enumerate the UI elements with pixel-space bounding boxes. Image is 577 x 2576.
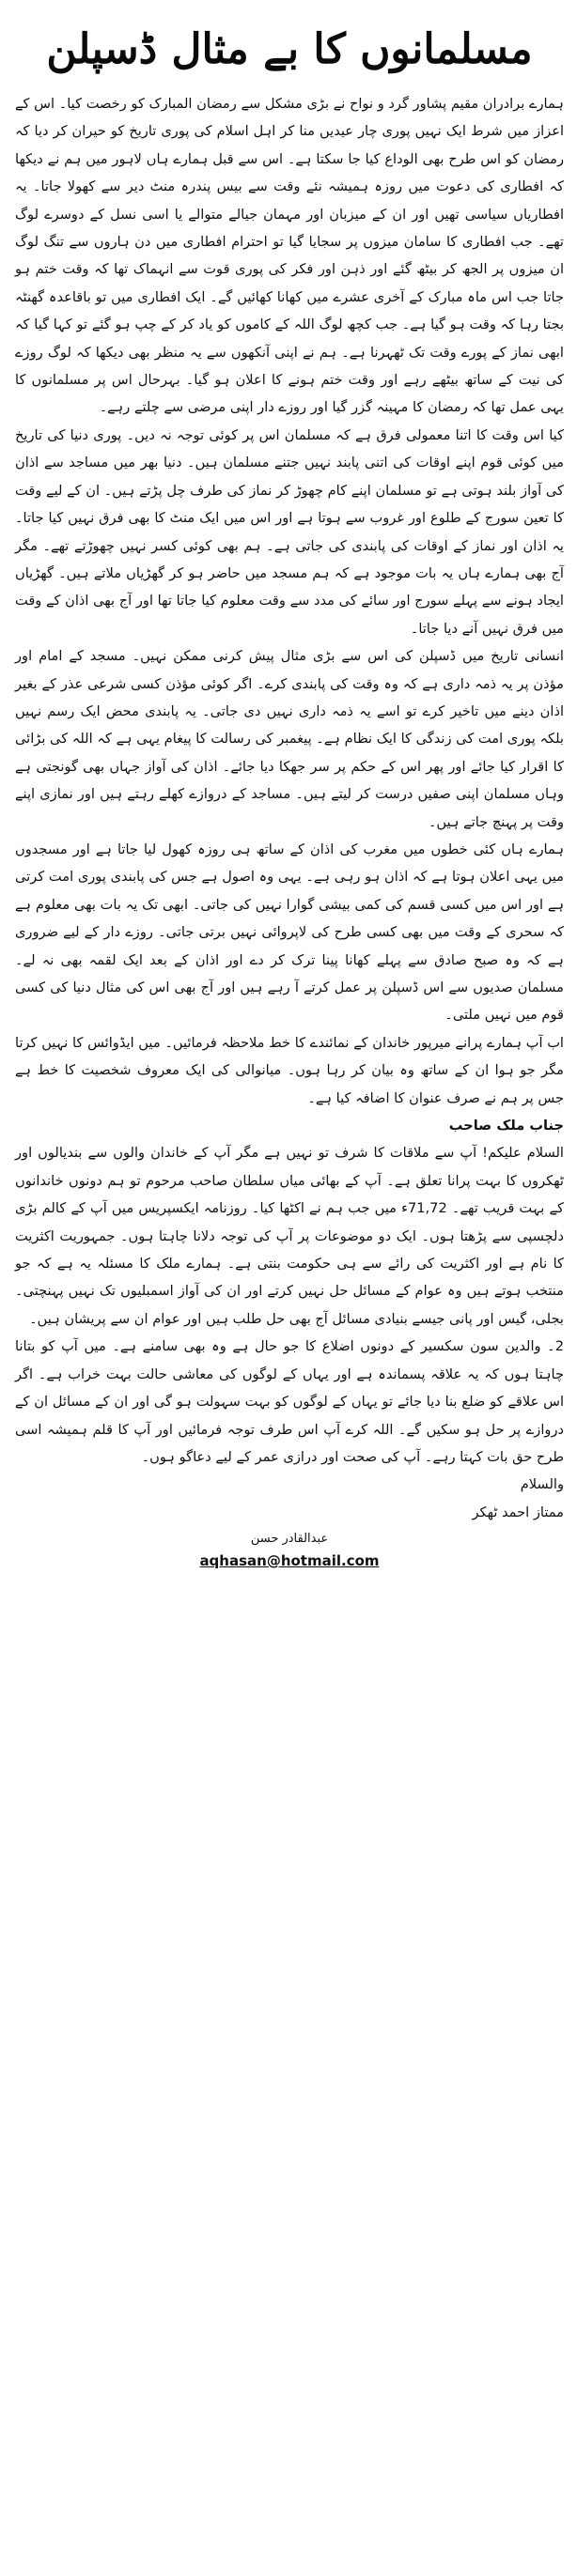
paragraph-2: کیا اس وقت کا اتنا معمولی فرق ہے کہ مسلمان اس پر کوئی توجہ نہ دیں۔ پوری دنیا کی تاریخ میں کوئی قوم اپنے اوقات کی اتنی پابند نہیں جتنے مسلمان ہیں۔ دنیا بھر میں مساجد سے اذان کی آواز بلند ہوتی ہے تو مسلمان اپنے کام چھوڑ کر نماز کی طرف چل پڑتے ہیں۔ ان کے لیے وقت کا تعین سورج کے طلوع اور غروب سے ہوتا ہے اور اس میں ایک منٹ کا بھی فرق نہیں کیا جاتا۔ یہ اذان اور نماز کے اوقات کی پابندی کی جاتی ہے۔ ہم بھی کوئی کسر نہیں چھوڑتے تھے۔ مگر آج بھی ہمارے ہاں یہ بات موجود ہے کہ ہم مسجد میں حاضر ہو کر گھڑیاں ملاتے ہیں۔ گھڑیاں ایجاد ہونے سے پہلے سورج اور سائے کی مدد سے وقت معلوم کیا جاتا تھا اور آج بھی اذان کے وقت میں فرق نہیں آنے دیا جاتا۔ <box>15 426 564 637</box>
author-byline: عبدالقادر حسن <box>250 1532 329 1547</box>
paragraph-3: انسانی تاریخ میں ڈسپلن کی اس سے بڑی مثال پیش کرنی ممکن نہیں۔ مسجد کے امام اور مؤذن پر یہ ذمہ داری ہے کہ وہ وقت کی پابندی کرے۔ اگر کوئی مؤذن کسی شرعی عذر کے بغیر اذان دینے میں تاخیر کرے تو اسے یہ ذمہ داری نہیں دی جاتی۔ یہ پابندی محض ایک رسم نہیں بلکہ پوری امت کی زندگی کا ایک نظام ہے۔ پیغمبر کی رسالت کا پیغام یہی ہے کہ اللہ کی بڑائی کا اقرار کیا جائے اور پھر اس کے حکم پر سر جھکا دیا جائے۔ اذان کی آواز جہاں بھی گونجتی ہے وہاں مسلمان اپنی صفیں درست کر لیتے ہیں۔ مساجد کے دروازے کھلے رہتے ہیں اور نمازی اپنے وقت پر پہنچ جاتے ہیں۔ <box>15 648 564 830</box>
paragraph-4: ہمارے ہاں کئی خطوں میں مغرب کی اذان کے ساتھ ہی روزہ کھول لیا جاتا ہے اور مسجدوں میں یہی اعلان ہوتا ہے کہ اذان ہو رہی ہے۔ یہی وہ اصول ہے جس کی پابندی پوری امت کرتی ہے اور اس میں کسی قسم کی کمی بیشی گوارا نہیں کی جاتی۔ ابھی تک یہ بات بھی معلوم ہے کہ سحری کے وقت میں بھی کسی طرح کی لاپروائی نہیں برتی جاتی۔ روزے دار کے لیے ضروری ہے کہ وہ صبح صادق سے پہلے کھانا پینا ترک کر دے اور اذان کے بعد ایک لقمہ بھی نہ لے۔ مسلمان صدیوں سے اس ڈسپلن پر عمل کرتے آ رہے ہیں اور آج بھی اس کی مثال دنیا کی کسی قوم میں نہیں ملتی۔ <box>15 841 564 1024</box>
letter-paragraph-2: 2۔ والدین سون سکسیر کے دونوں اضلاع کا جو حال ہے وہ بھی سامنے ہے۔ میں آپ کو بتانا چاہتا ہوں کہ یہ علاقہ پسماندہ ہے اور یہاں کے لوگوں کی معاشی حالت بہت خراب ہے۔ اگر اس علاقے کو ضلع بنا دیا جائے تو یہاں کے لوگوں کو بہت سہولت ہو گی اور ان کے مسائل ان کے دروازے پر حل ہو سکیں گے۔ اللہ کرے آپ اس طرف توجہ فرمائیں اور آپ کا قلم ہمیشہ اسی طرح حق بات کہتا رہے۔ آپ کی صحت اور درازی عمر کے لیے دعاگو ہوں۔ <box>15 1338 564 1465</box>
author-email: aqhasan@hotmail.com <box>199 1552 380 1570</box>
letter-paragraph-1: السلام علیکم! آپ سے ملاقات کا شرف تو نہیں ہے مگر آپ کے خاندان والوں سے بندیالوں اور ٹھکروں کا بہت پرانا تعلق ہے۔ آپ کے بھائی میاں سلطان صاحب مرحوم تو ہم دونوں خاندانوں کے بہت قریب تھے۔ 71,72ء میں جب ہم نے اکٹھا کیا۔ روزنامہ ایکسپریس میں آپ کے کالم بڑی دلچسپی سے پڑھتا ہوں۔ ایک دو موضوعات پر آپ کی توجہ دلانا چاہتا ہوں۔ جمہوریت اکثریت کا نام ہے اور اکثریت کی رائے سے ہی حکومت بنتی ہے۔ ہمارے ملک کا مسئلہ یہ ہے کہ جو منتخب ہوتے ہیں وہ عوام کے مسائل حل نہیں کرتے اور ان کی آواز اسمبلیوں تک نہیں پہنچتی۔ بجلی، گیس اور پانی جیسے بنیادی مسائل آج بھی حل طلب ہیں اور عوام ان سے پریشان ہیں۔ <box>15 1145 564 1327</box>
column-body <box>15 90 564 1526</box>
letter-salutation: جناب ملک صاحب <box>448 1118 564 1134</box>
paragraph-1: ہمارے برادران مقیم پشاور گرد و نواح نے بڑی مشکل سے رمضان المبارک کو رخصت کیا۔ اس کے اعزاز میں شرط ایک نہیں پوری چار عیدیں منا کر اہل اسلام کی پوری تاریخ کو حیران کر دیا کہ رمضان کو اس طرح بھی الوداع کیا جا سکتا ہے۔ اس سے قبل ہمارے ہاں لاہور میں ہم نے دیکھا کہ افطاری کی دعوت میں روزہ ہمیشہ نئے وقت سے بیس پندرہ منٹ دیر سے کھولا جاتا۔ یہ افطاریاں سیاسی تھیں اور ان کے میزبان اور مہمان جیالے متوالے یا اسی نسل کے دوسرے لوگ تھے۔ جب افطاری کا سامان میزوں پر سجایا گیا تو احترام افطاری میں دن ہاروں سے تنگ لوگ ان میزوں پر الجھ کر بیٹھ گئے اور ذہن اور فکر کی پوری قوت سے انہماک تھا کہ وقت ختم ہو جاتا جب اس ماہ مبارک کے آخری عشرے میں کھانا کھائیں گے۔ ایک افطاری میں تو باقاعدہ گھنٹہ بجتا رہا کہ وقت ہو گیا ہے۔ جب کچھ لوگ اللہ کے کاموں کو یاد کر کے چپ ہو گئے تو کہا گیا کہ ابھی نماز کے پورے وقت تک ٹھہرنا ہے۔ ہم نے اپنی آنکھوں سے یہ منظر بھی دیکھا کہ لوگ روزے کی نیت کے ساتھ بیٹھے رہے اور وقت ختم ہونے کا اعلان ہو گیا۔ بہرحال اس پر مسلمانوں کا یہی عمل تھا کہ رمضان کا مہینہ گزر گیا اور روزے دار اپنی مرضی سے چلتے رہے۔ <box>15 96 564 416</box>
column-headline: مسلمانوں کا بے مثال ڈسپلن <box>46 24 533 73</box>
letter-signature: ممتاز احمد ٹھکر <box>472 1504 564 1520</box>
paragraph-5: اب آپ ہمارے پرانے میرپور خاندان کے نمائندے کا خط ملاحظہ فرمائیں۔ میں ایڈوائس کا نہیں کرتا مگر جو ہوا ان کے ساتھ وہ بیان کر رہا ہوں۔ میانوالی کی ایک معروف شخصیت کا خط ہے جس پر ہم نے صرف عنوان کا اضافہ کیا ہے۔ <box>15 1034 564 1106</box>
letter-closing: والسلام <box>520 1476 564 1493</box>
